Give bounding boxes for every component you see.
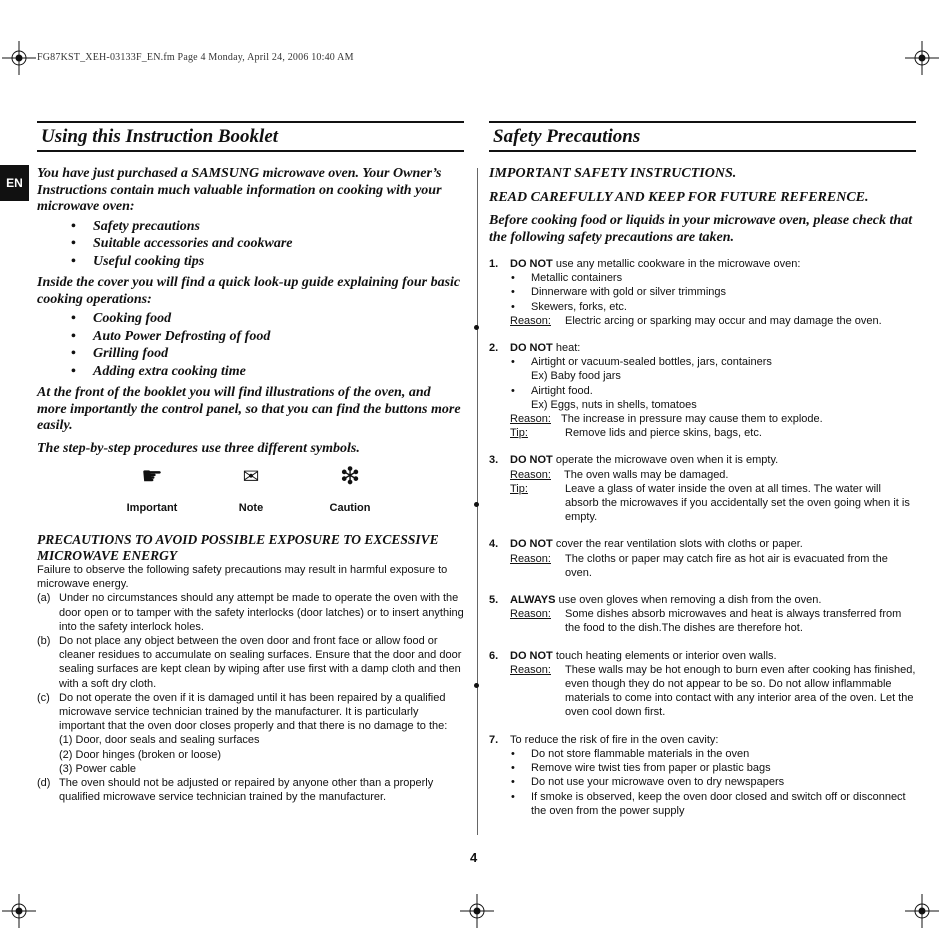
precaution-item: (a) Under no circumstances should any attempt be made to operate the oven with the door open or to tamper with the safety interlocks (door latches) or to insert anything into the safety interlock holes.	[37, 592, 464, 633]
example-text: Ex) Eggs, nuts in shells, tomatoes	[531, 398, 697, 411]
symbol-label: Note	[238, 502, 264, 514]
registration-mark-icon	[905, 41, 939, 75]
list-item: • Metallic containers	[510, 271, 917, 285]
reason-note: Reason: The increase in pressure may cause them to explode.	[510, 413, 823, 426]
left-section-title: Using this Instruction Booklet	[37, 121, 464, 152]
tip-note: Tip: Remove lids and pierce skins, bags, etc.	[510, 427, 762, 440]
symbol-important	[107, 462, 197, 514]
list-item: • Grilling food	[37, 345, 463, 363]
safety-item: 3. DO NOT operate the microwave oven when it is empty. Reason: The oven walls may be damaged. Tip: Leave a glass of water inside the oven at all times. The water will absorb the microwaves if you accidentally set the oven going when it is empty.	[489, 453, 917, 524]
bullet-dot	[474, 502, 479, 507]
bullet-dot	[474, 325, 479, 330]
reason-note: Reason: Electric arcing or sparking may occur and may damage the oven.	[510, 314, 882, 327]
safety-item: 7. To reduce the risk of fire in the oven cavity: • Do not store flammable materials in the oven • Remove wire twist ties from paper or plastic bags • Do not use your microwave oven to dry newspapers • If smoke is observed, keep the oven door closed and switch off or disconnect the oven from the power supply	[489, 733, 917, 818]
pointing-hand-icon: ☛	[141, 463, 163, 490]
list-item: • Skewers, forks, etc.	[510, 300, 917, 314]
safety-heading-2: READ CAREFULLY AND KEEP FOR FUTURE REFERENCE.	[489, 189, 869, 205]
sub-item: (3) Power cable	[59, 762, 137, 775]
caution-icon: ❇	[339, 463, 361, 490]
language-tab: EN	[0, 165, 29, 201]
reason-note: Reason: These walls may be hot enough to burn even after cooking has finished, even though they do not appear to be so. Do not allow inflammable materials to come into contact with any interior area of the oven. Let the oven cool down first.	[510, 663, 916, 719]
list-item: • Remove wire twist ties from paper or plastic bags	[510, 761, 917, 775]
bullet-dot	[474, 683, 479, 688]
list-item: • If smoke is observed, keep the oven door closed and switch off or disconnect the oven from the power supply	[510, 790, 917, 818]
symbol-label: Caution	[329, 502, 371, 514]
right-intro-block	[489, 166, 917, 246]
intro-paragraph: You have just purchased a SAMSUNG microwave oven. Your Owner’s Instructions contain much valuable information on cooking with your microwave oven:	[37, 166, 442, 214]
precaution-item: (d) The oven should not be adjusted or repaired by anyone other than a properly qualified microwave service technician trained by the manufacturer.	[37, 777, 434, 804]
registration-mark-icon	[2, 894, 36, 928]
registration-mark-icon	[460, 894, 494, 928]
list-item: • Safety precautions	[37, 218, 463, 236]
safety-items	[489, 257, 917, 818]
symbol-label: Important	[126, 502, 178, 514]
precautions-heading: PRECAUTIONS TO AVOID POSSIBLE EXPOSURE TO EXCESSIVE MICROWAVE ENERGY	[37, 532, 439, 563]
registration-mark-icon	[2, 41, 36, 75]
list-item: • Suitable accessories and cookware	[37, 235, 463, 253]
note-icon: ✉	[242, 466, 260, 488]
safety-heading-3: Before cooking food or liquids in your microwave oven, please check that the following safety precautions are taken.	[489, 213, 913, 245]
list-item: • Airtight food.	[510, 384, 917, 398]
symbols-legend	[100, 462, 400, 522]
list-item: • Useful cooking tips	[37, 253, 463, 271]
symbols-paragraph: The step-by-step procedures use three different symbols.	[37, 440, 360, 456]
list-item: • Auto Power Defrosting of food	[37, 328, 463, 346]
file-header-line: FG87KST_XEH-03133F_EN.fm Page 4 Monday, April 24, 2006 10:40 AM	[37, 52, 354, 63]
list-item: • Cooking food	[37, 310, 463, 328]
intro-list	[37, 218, 463, 271]
symbol-note	[206, 462, 296, 514]
safety-heading-1: IMPORTANT SAFETY INSTRUCTIONS.	[489, 166, 737, 181]
precaution-item: (c) Do not operate the oven if it is damaged until it has been repaired by a qualified microwave service technician trained by the manufacturer. It is particularly important that the oven door closes properly and that there is no damage to the: (1) Door, door seals and sealing surfaces (2) Door hinges (broken or loose) (3) Power cable	[37, 691, 465, 776]
list-item: • Do not store flammable materials in the oven	[510, 747, 917, 761]
tip-note: Tip: Leave a glass of water inside the oven at all times. The water will absorb the microwaves if you accidentally set the oven going when it is empty.	[510, 482, 910, 524]
safety-item: 1. DO NOT use any metallic cookware in the microwave oven: • Metallic containers • Dinnerware with gold or silver trimmings • Skewers, forks, etc. Reason: Electric arcing or sparking may occur and may damage the oven.	[489, 257, 917, 328]
precautions-intro: Failure to observe the following safety precautions may result in harmful exposure to microwave energy.	[37, 564, 448, 591]
cover-list	[37, 310, 463, 380]
list-item: • Do not use your microwave oven to dry newspapers	[510, 775, 917, 789]
precautions-block	[37, 532, 465, 804]
front-paragraph: At the front of the booklet you will find illustrations of the oven, and more importantly the control panel, so that you can find the buttons more easily.	[37, 385, 461, 433]
page-number: 4	[470, 850, 478, 865]
reason-note: Reason: The cloths or paper may catch fire as hot air is evacuated from the oven.	[510, 552, 888, 579]
safety-item: 6. DO NOT touch heating elements or interior oven walls. Reason: These walls may be hot enough to burn even after cooking has finished, even though they do not appear to be so. Do not allow inflammable materials to come into contact with any interior area of the oven. Let the oven cool down first.	[489, 649, 916, 719]
registration-mark-icon	[905, 894, 939, 928]
right-section-title: Safety Precautions	[489, 121, 916, 152]
example-text: Ex) Baby food jars	[531, 370, 621, 383]
sub-item: (1) Door, door seals and sealing surfaces	[59, 734, 260, 747]
safety-item: 4. DO NOT cover the rear ventilation slots with cloths or paper. Reason: The cloths or paper may catch fire as hot air is evacuated from the oven.	[489, 537, 917, 580]
precaution-item: (b) Do not place any object between the oven door and front face or allow food or cleaner residues to accumulate on sealing surfaces. Ensure that the door and door sealing surfaces are kept clean by wiping after use first with a damp cloth and then with a soft dry cloth.	[37, 635, 462, 690]
sub-item: (2) Door hinges (broken or loose)	[59, 748, 222, 761]
list-item: • Airtight or vacuum-sealed bottles, jars, containers	[510, 355, 917, 369]
safety-item: 5. ALWAYS use oven gloves when removing a dish from the oven. Reason: Some dishes absorb microwaves and heat is always transferred from the food to the dish.The dishes are therefore hot.	[489, 593, 917, 636]
left-intro-block	[37, 166, 463, 457]
cover-paragraph: Inside the cover you will find a quick look-up guide explaining four basic cooking operations:	[37, 275, 461, 307]
reason-note: Reason: The oven walls may be damaged.	[510, 468, 729, 481]
list-item: • Dinnerware with gold or silver trimmings	[510, 285, 917, 299]
safety-item: 2. DO NOT heat: • Airtight or vacuum-sealed bottles, jars, containers Ex) Baby food jars • Airtight food. Ex) Eggs, nuts in shells, tomatoes Reason: The increase in pressure may cause them to explode. Tip: Remove lids and pierce skins, bags, etc.	[489, 341, 917, 440]
symbol-caution	[305, 462, 395, 514]
reason-note: Reason: Some dishes absorb microwaves and heat is always transferred from the food to the dish.The dishes are therefore hot.	[510, 608, 902, 635]
list-item: • Adding extra cooking time	[37, 363, 463, 381]
